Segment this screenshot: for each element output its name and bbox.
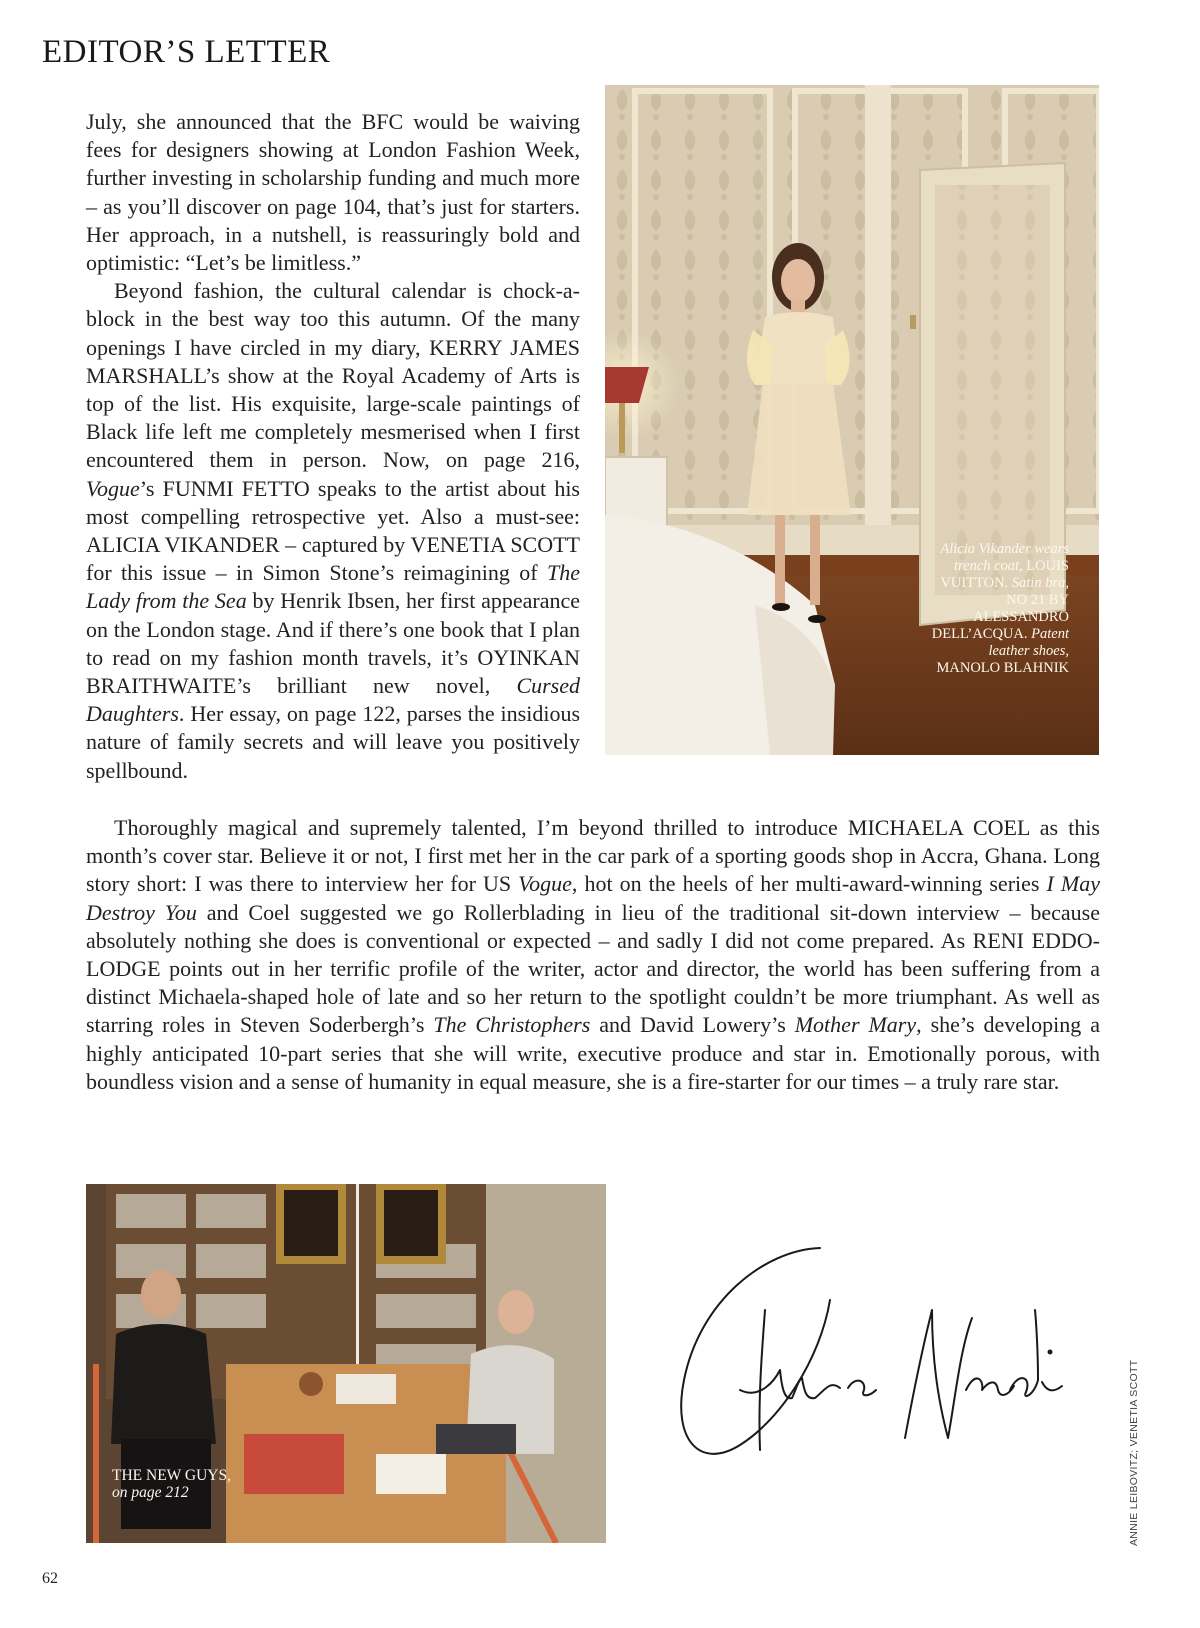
photo-credits: ANNIE LEIBOVITZ; VENETIA SCOTT (1128, 1359, 1140, 1546)
p3-series-title: I May Destroy You (86, 871, 1100, 925)
p2-text-3: by Henrik Ibsen, her first appearance on the London stage. And if there’s one book that I plan to read on my fashion month travels, it’s OYINKAN BRAITHWAITE’s brilliant new novel, (86, 588, 581, 699)
paragraph-3 (86, 814, 1100, 1096)
page-number: 62 (42, 1570, 58, 1587)
section-heading: EDITOR’S LETTER (42, 34, 331, 70)
p3-film-1: The Christophers (433, 1012, 591, 1038)
p3-text-5: , she’s developing a highly anticipated 10-part series that she will write, executive produce and star in. Emotionally porous, with boundless vision and a sense of humanity in equal measure, she is a fire-starter for our times – a truly rare star. (86, 1012, 1100, 1094)
letter-wide-block (86, 814, 1100, 1096)
editor-signature (670, 1240, 1070, 1480)
p2-text-1: Beyond fashion, the cultural calendar is chock-a-block in the best way too this autumn. Of the many openings I have circled in my diary, KERRY JAMES MARSHALL’s show at the Royal Academy of Arts is top of the list. His exquisite, large-scale paintings of Black life left me completely mesmerised when I first encountered them in person. Now, on page 216, (86, 278, 580, 473)
letter-column (86, 108, 1100, 785)
paragraph-1: July, she announced that the BFC would be waiving fees for designers showing at London Fashion Week, further investing in scholarship funding and much more – as you’ll discover on page 104, that’s just for starters. Her approach, in a nutshell, is reassuringly bold and optimistic: “Let’s be limitless.” (86, 109, 580, 276)
p2-vogue: Vogue (86, 475, 140, 501)
caption-brand-1: LOUIS VUITTON. (940, 558, 1069, 591)
p2-play-title: The Lady from the Sea (86, 560, 580, 614)
bottom-photo-caption (112, 1467, 232, 1501)
caption-brand-2: NO 21 BY ALESSANDRO DELL’ACQUA. (931, 592, 1069, 642)
caption-item-2: Satin bra, (1008, 575, 1069, 591)
caption-brand-3: MANOLO BLAHNIK (936, 660, 1069, 676)
caption-item-3: Patent leather shoes, (988, 626, 1069, 659)
bottom-caption-page: on page 212 (112, 1484, 189, 1501)
p3-vogue: Vogue (518, 871, 572, 897)
p3-text-3: and Coel suggested we go Rollerblading in lieu of the traditional sit-down interview – because absolutely nothing she does is conventional or expected – and sadly I did not come prepared. As RENI EDDO-LODGE points out in her terrific profile of the writer, actor and director, the world has been suffering from a distinct Michaela-shaped hole of late and so her return to the spotlight couldn’t be more triumphant. As well as starring roles in Steven Soderbergh’s (86, 899, 1100, 1038)
bottom-caption-title: THE NEW GUYS, (112, 1467, 231, 1484)
p2-novel-title: Cursed Daughters (86, 673, 580, 727)
p3-text-2: , hot on the heels of her multi-award-winning series (571, 871, 1047, 897)
bottom-photo (86, 1184, 606, 1543)
p3-text-4: and David Lowery’s (590, 1012, 795, 1038)
p2-text-2: ’s FUNMI FETTO speaks to the artist about his most compelling retrospective yet. Also a must-see: ALICIA VIKANDER – captured by VENETIA SCOTT for this issue – in Simon Stone’s reimagining of (86, 475, 580, 586)
caption-intro: Alicia Vikander wears trench coat, (940, 541, 1069, 574)
signature-graphic (670, 1240, 1070, 1480)
p3-film-2: Mother Mary (794, 1012, 917, 1038)
p3-text-1: Thoroughly magical and supremely talented, I’m beyond thrilled to introduce MICHAELA COEL as this month’s cover star. Believe it or not, I first met her in the car park of a sporting goods shop in Accra, Ghana. Long story short: I was there to interview her for US (86, 815, 1100, 897)
p2-text-4: . Her essay, on page 122, parses the insidious nature of family secrets and will leave you positively spellbound. (86, 701, 580, 783)
